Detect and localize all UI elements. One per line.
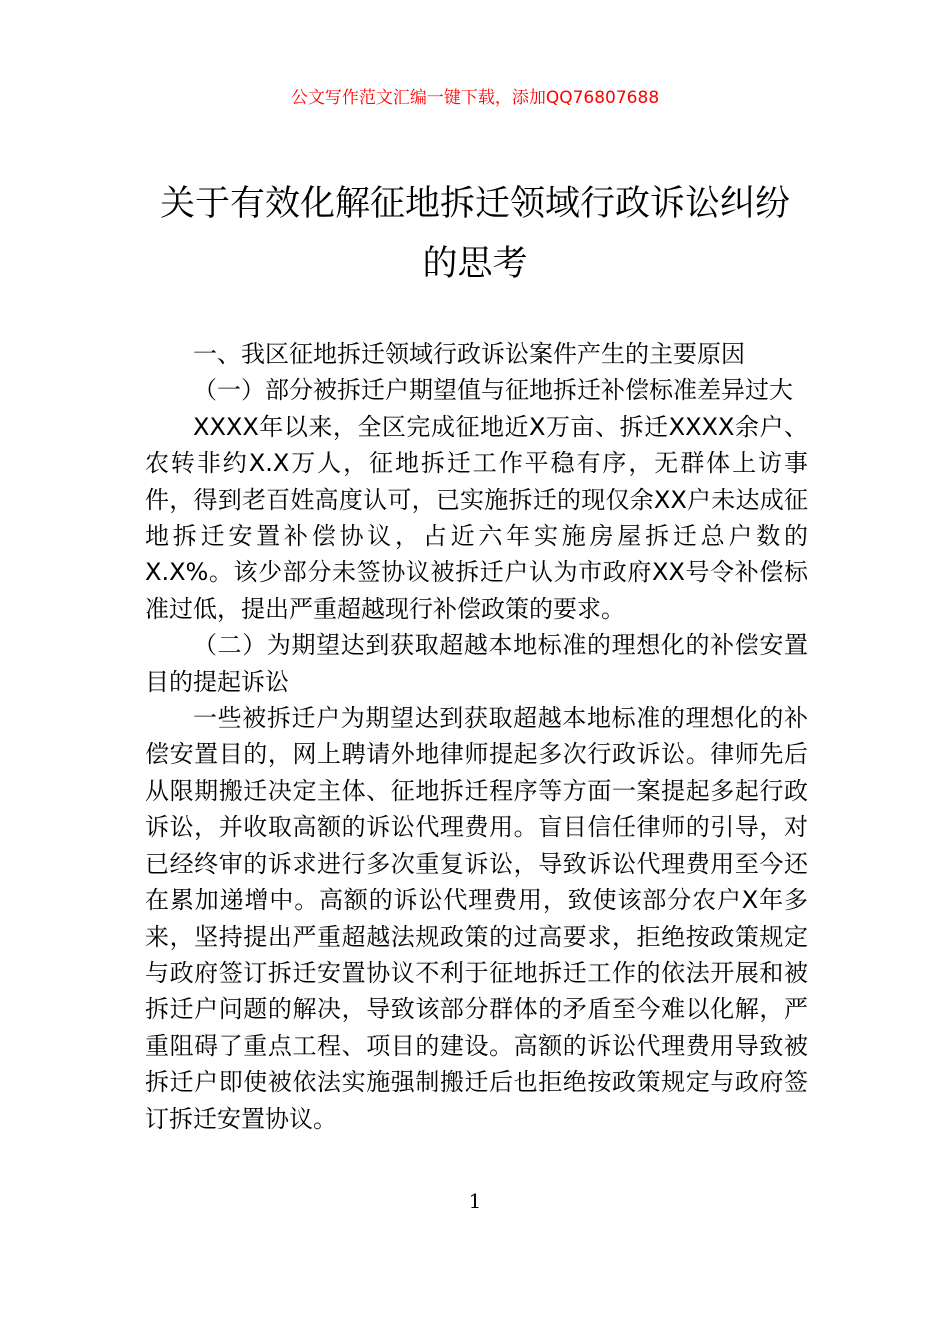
body-paragraph-1: XXXX年以来，全区完成征地近X万亩、拆迁XXXX余户、农转非约X.X万人，征地拆迁工作平稳有序，无群体上访事件，得到老百姓高度认可，已实施拆迁的现仅余XX户未达成征地拆迁安置补偿协议，占近六年实施房屋拆迁总户数的X.X%。该少部分未签协议被拆迁户认为市政府XX号令补偿标准过低，提出严重超越现行补偿政策的要求。 xyxy=(145,412,808,623)
title-line-2: 的思考 xyxy=(422,244,528,284)
subsection-heading-2: （二）为期望达到获取超越本地标准的理想化的补偿安置目的提起诉讼 xyxy=(145,631,808,696)
document-body xyxy=(145,336,808,1137)
document-title xyxy=(100,174,850,294)
body-paragraph-2: 一些被拆迁户为期望达到获取超越本地标准的理想化的补偿安置目的，网上聘请外地律师提起多次行政诉讼。律师先后从限期搬迁决定主体、征地拆迁程序等方面一案提起多起行政诉讼，并收取高额的诉讼代理费用。盲目信任律师的引导，对已经终审的诉求进行多次重复诉讼，导致诉讼代理费用至今还在累加递增中。高额的诉讼代理费用，致使该部分农户X年多来，坚持提出严重超越法规政策的过高要求，拒绝按政策规定与政府签订拆迁安置协议不利于征地拆迁工作的依法开展和被拆迁户问题的解决，导致该部分群体的矛盾至今难以化解，严重阻碍了重点工程、项目的建设。高额的诉讼代理费用导致被拆迁户即使被依法实施强制搬迁后也拒绝按政策规定与政府签订拆迁安置协议。 xyxy=(145,704,808,1133)
title-line-1: 关于有效化解征地拆迁领域行政诉讼纠纷 xyxy=(159,184,790,224)
page-number: 1 xyxy=(468,1189,482,1213)
subsection-heading-1: （一）部分被拆迁户期望值与征地拆迁补偿标准差异过大 xyxy=(193,376,793,405)
section-heading: 一、我区征地拆迁领域行政诉讼案件产生的主要原因 xyxy=(193,340,745,368)
download-notice: 公文写作范文汇编一键下载，添加QQ76807688 xyxy=(290,88,660,108)
